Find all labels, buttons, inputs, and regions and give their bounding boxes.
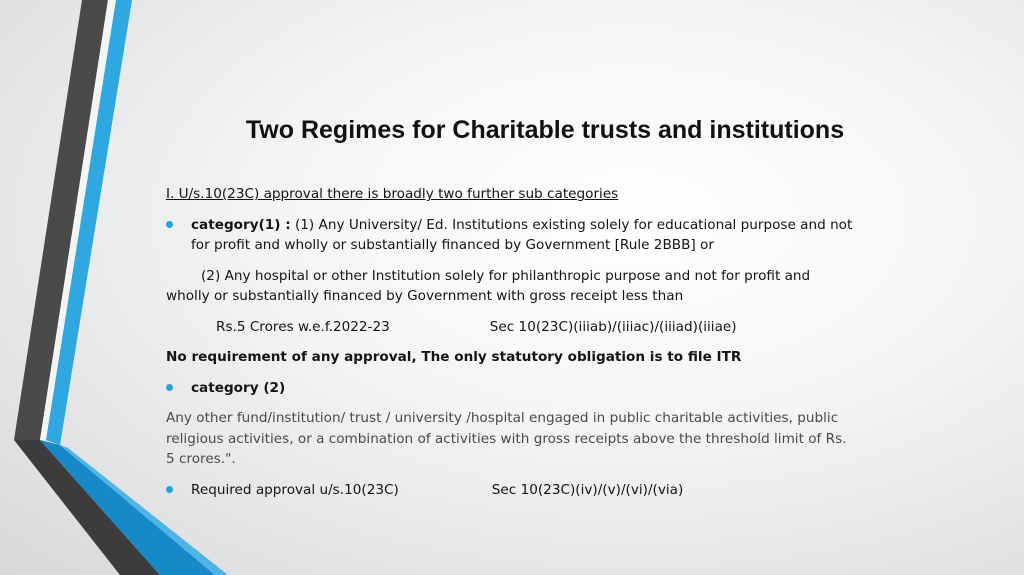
- category-2-label: category (2): [191, 379, 286, 396]
- section-heading: I. U/s.10(23C) approval there is broadly two further sub categories: [166, 186, 619, 202]
- category-2-desc-line2: religious activities, or a combination of activities with gross receipts above the threshold limit of Rs.: [166, 430, 847, 447]
- no-approval-note: No requirement of any approval, The only statutory obligation is to file ITR: [166, 349, 742, 365]
- approval-text: Required approval u/s.10(23C): [191, 481, 399, 498]
- bullet-category-1: [166, 215, 886, 256]
- slide-body: [166, 184, 886, 500]
- category-1-subitem: [166, 266, 886, 307]
- limit-section: Sec 10(23C)(iiiab)/(iiiac)/(iiiad)(iiiae): [489, 318, 737, 335]
- slide-title: Two Regimes for Charitable trusts and institutions: [245, 116, 845, 144]
- limit-text: Rs.5 Crores w.e.f.2022-23: [216, 318, 390, 335]
- approval-section: Sec 10(23C)(iv)/(v)/(vi)/(via): [491, 481, 684, 498]
- bullet-required-approval: [166, 480, 886, 501]
- category-1-sub-line1: (2) Any hospital or other Institution solely for philanthropic purpose and not for profit and: [201, 267, 811, 284]
- category-1-label: category(1) :: [191, 216, 291, 233]
- limit-row: [166, 317, 886, 338]
- category-2-desc-line1: Any other fund/institution/ trust / university /hospital engaged in public charitable activities, public: [166, 410, 839, 426]
- category-1-text-line2: for profit and wholly or substantially financed by Government [Rule 2BBB] or: [191, 237, 714, 253]
- category-1-text-line1: (1) Any University/ Ed. Institutions existing solely for educational purpose and not: [290, 216, 853, 233]
- bullet-category-2: [166, 378, 886, 399]
- bullet-dot-icon: [166, 384, 173, 391]
- category-1-sub-line2: wholly or substantially financed by Government with gross receipt less than: [166, 288, 684, 304]
- bullet-dot-icon: [166, 486, 173, 493]
- category-2-description: [166, 408, 886, 470]
- category-2-desc-line3: 5 crores.".: [166, 451, 236, 467]
- bullet-dot-icon: [166, 221, 173, 228]
